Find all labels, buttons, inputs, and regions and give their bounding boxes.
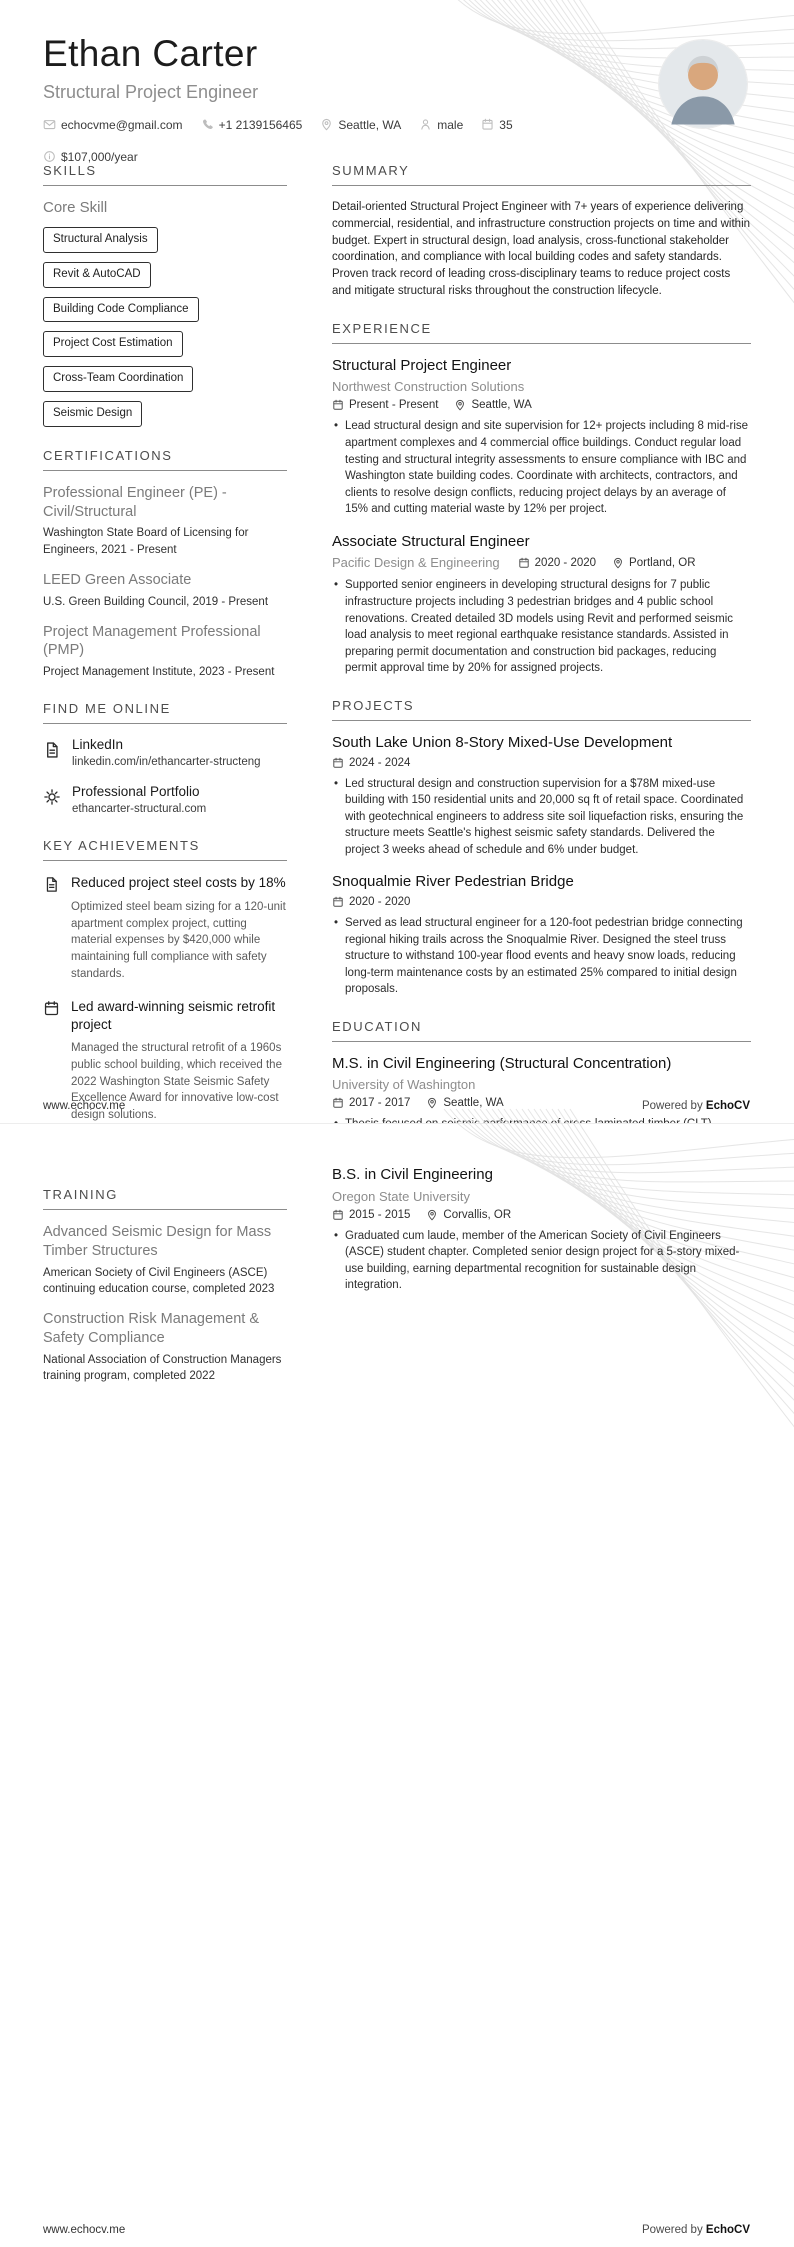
project-dates (332, 757, 410, 769)
calendar-icon (332, 757, 344, 769)
education-degree: M.S. in Civil Engineering (Structural Concentration) (332, 1054, 672, 1072)
calendar-icon (332, 399, 344, 411)
phone-icon (201, 118, 214, 131)
training-name: Advanced Seismic Design for Mass Timber Structures (43, 1224, 272, 1259)
experience-company: Pacific Design & Engineering (332, 555, 500, 571)
experience-dates (332, 399, 438, 411)
project-bullets (332, 915, 751, 998)
certifications-heading: CERTIFICATIONS (43, 448, 287, 471)
skill-tag: Revit & AutoCAD (43, 262, 151, 288)
online-profile-url[interactable]: linkedin.com/in/ethancarter-structeng (72, 756, 261, 769)
skill-tag: Building Code Compliance (43, 297, 199, 323)
profile-photo (659, 40, 747, 128)
education-bullets (332, 1228, 751, 1294)
project-entry (332, 873, 751, 997)
skill-tag: Cross-Team Coordination (43, 366, 193, 392)
achievement-body: Managed the structural retrofit of a 1960s public school building, which received the 2022 Washington State Seismic Safety Excellence Award for innovative low-cost design solutions. (71, 1042, 282, 1122)
online-profile-url[interactable]: ethancarter-structural.com (72, 802, 207, 815)
certification-item (43, 571, 287, 610)
achievement-item (43, 874, 287, 982)
certification-name: Professional Engineer (PE) - Civil/Structural (43, 484, 227, 520)
summary-heading: SUMMARY (332, 163, 751, 186)
education-dates (332, 1209, 410, 1221)
education-degree: B.S. in Civil Engineering (332, 1166, 493, 1183)
training-detail: National Association of Construction Managers training program, completed 2022 (43, 1353, 282, 1382)
training-item (43, 1223, 287, 1297)
key-achievements-heading: KEY ACHIEVEMENTS (43, 838, 287, 861)
project-dates (332, 896, 410, 908)
project-meta (332, 896, 751, 908)
file-icon (43, 741, 61, 759)
experience-job-title: Structural Project Engineer (332, 356, 512, 374)
contact-location-text: Seattle, WA (338, 117, 402, 132)
experience-meta (332, 555, 751, 570)
contact-email[interactable] (43, 118, 183, 132)
location-icon (612, 557, 624, 569)
achievement-title: Led award-winning seismic retrofit project (71, 999, 276, 1032)
experience-company: Northwest Construction Solutions (332, 379, 525, 395)
project-title: South Lake Union 8-Story Mixed-Use Development (332, 733, 673, 751)
education-dates-text: 2017 - 2017 (349, 1097, 411, 1110)
skills-heading: SKILLS (43, 163, 287, 186)
education-meta (332, 1209, 751, 1221)
education-bullet: • Graduated cum laude, member of the American Society of Civil Engineers (ASCE) student chapter. Completed senior design project for a 5-story mixed-use building, earning departmental recognition for sustainable design integration. (332, 1228, 751, 1294)
achievement-body: Optimized steel beam sizing for a 120-unit apartment complex project, cutting material expenses by $420,000 while maintaining full compliance with safety standards. (71, 900, 286, 980)
projects-section (332, 698, 751, 998)
training-item (43, 1310, 287, 1384)
education-heading: EDUCATION (332, 1019, 751, 1042)
experience-job-title: Associate Structural Engineer (332, 532, 530, 550)
contact-salary-text: $107,000/year (61, 149, 138, 164)
training-detail: American Society of Civil Engineers (ASCE) continuing education course, completed 2023 (43, 1266, 275, 1295)
training-heading: TRAINING (43, 1187, 287, 1210)
experience-bullet: • Supported senior engineers in developing structural designs for 7 public infrastructure projects including 3 pedestrian bridges and 4 public school renovations. Created detailed 3D models using Revit and performed seismic load analysis to meet regional earthquake resistance standards. Assisted in preparing permit documentation and construction bid packages, reducing permit approval time by 20% for assigned projects. (332, 577, 751, 676)
online-profile-linkedin (43, 737, 287, 771)
certifications-section (43, 448, 287, 681)
file-icon (43, 876, 60, 893)
experience-dates-text: Present - Present (349, 399, 439, 412)
info-icon (43, 150, 56, 163)
contact-row (43, 118, 603, 164)
footer-powered-by (642, 1100, 750, 1112)
experience-bullets (332, 418, 751, 517)
certification-item (43, 623, 287, 681)
online-profile-label: Professional Portfolio (72, 783, 200, 799)
contact-gender-text: male (437, 117, 464, 132)
project-bullet: • Served as lead structural engineer for a 120-foot pedestrian bridge connecting regional hiking trails across the Snoqualmie River. Designed the steel truss structure to withstand 100-year flood events and heavy snow loads, reducing long-term maintenance costs by an estimated 25% compared to initial design proposals. (332, 915, 751, 998)
education-location-text: Seattle, WA (443, 1097, 504, 1110)
education-location (426, 1209, 511, 1221)
summary-section (332, 163, 751, 300)
project-title: Snoqualmie River Pedestrian Bridge (332, 873, 574, 891)
project-dates-text: 2024 - 2024 (349, 756, 411, 769)
project-bullets (332, 776, 751, 859)
footer-site-link[interactable]: www.echocv.me (43, 1100, 126, 1112)
calendar-icon (518, 557, 530, 569)
location-icon (320, 118, 333, 131)
education-dates-text: 2015 - 2015 (349, 1208, 411, 1221)
skill-tags (43, 227, 287, 427)
avatar (659, 40, 747, 128)
education-school: University of Washington (332, 1077, 476, 1093)
left-column (43, 1187, 287, 1405)
find-me-online-section (43, 701, 287, 817)
gear-icon (43, 788, 61, 806)
online-profile-label: LinkedIn (72, 737, 124, 753)
education-school: Oregon State University (332, 1188, 471, 1204)
online-profile-portfolio (43, 784, 287, 818)
summary-text: Detail-oriented Structural Project Engineer with 7+ years of experience delivering commercial, residential, and infrastructure construction projects on time and within budget. Expert in structural design, load analysis, cross-functional stakeholder coordination, and compliance with local building codes and safety standards. Proven track record of leading cross-disciplinary teams to reduce project costs and mitigate structural risks throughout the construction lifecycle. (332, 201, 751, 297)
skill-tag: Structural Analysis (43, 227, 158, 253)
experience-location (454, 399, 531, 411)
experience-heading: EXPERIENCE (332, 321, 751, 344)
contact-age (481, 118, 512, 132)
education-entry (332, 1166, 751, 1294)
contact-gender (419, 118, 463, 132)
experience-meta (332, 399, 751, 411)
calendar-icon (43, 1000, 60, 1017)
experience-location-text: Seattle, WA (471, 399, 532, 412)
footer-powered-prefix: Powered by (641, 1100, 703, 1112)
experience-entry (332, 533, 751, 677)
left-column (43, 163, 287, 1145)
project-meta (332, 757, 751, 769)
calendar-icon (332, 1209, 344, 1221)
location-icon (454, 399, 466, 411)
training-section (43, 1187, 287, 1384)
experience-entry (332, 357, 751, 518)
right-column (332, 1166, 751, 1309)
skill-tag: Project Cost Estimation (43, 331, 183, 357)
certification-name: Project Management Professional (PMP) (43, 623, 261, 659)
page-footer (43, 2224, 750, 2236)
achievement-title: Reduced project steel costs by 18% (71, 875, 286, 891)
projects-heading: PROJECTS (332, 698, 751, 721)
project-bullet: • Led structural design and construction supervision for a $78M mixed-use building with 150 residential units and 20,000 sq ft of retail space. Coordinated with geotechnical engineers to address site soil liquefaction risks, ensuring the structure meets Seattle's highest seismic safety standards. Delivered the project 3 weeks ahead of schedule and 6% under budget. (332, 776, 751, 859)
calendar-icon (481, 118, 494, 131)
experience-bullet: • Lead structural design and site supervision for 12+ projects including 8 mid-rise apartment complexes and 4 commercial office buildings. Conduct regular load testing and structural integrity assessments to ensure compliance with IBC and Washington state building codes. Coordinate with architects, contractors, and clients to resolve design conflicts, reducing project delays by an average of 15% and cutting material waste by 12% per project. (332, 418, 751, 517)
education-location-text: Corvallis, OR (443, 1208, 512, 1221)
key-achievements-section (43, 838, 287, 1123)
mail-icon (43, 118, 56, 131)
skills-section (43, 163, 287, 427)
right-column (332, 163, 751, 1187)
contact-phone-text: +1 2139156465 (218, 117, 303, 132)
skill-group-label: Core Skill (43, 199, 108, 216)
footer-brand: EchoCV (705, 2224, 750, 2236)
certification-detail: Project Management Institute, 2023 - Present (43, 666, 275, 679)
footer-powered-prefix: Powered by (641, 2224, 703, 2236)
skill-tag: Seismic Design (43, 401, 142, 427)
footer-site-link[interactable]: www.echocv.me (43, 2224, 126, 2236)
page-footer (43, 1100, 750, 1112)
footer-powered-by (642, 2224, 750, 2236)
certification-name: LEED Green Associate (43, 571, 192, 588)
experience-section (332, 321, 751, 677)
location-icon (426, 1209, 438, 1221)
certification-detail: Washington State Board of Licensing for Engineers, 2021 - Present (43, 527, 249, 556)
page-2 (0, 1123, 794, 2247)
contact-phone (201, 118, 303, 132)
footer-brand: EchoCV (705, 1100, 750, 1112)
experience-location-text: Portland, OR (629, 556, 696, 569)
contact-age-text: 35 (499, 117, 513, 132)
person-icon (419, 118, 432, 131)
experience-location (612, 557, 695, 569)
contact-location (320, 118, 401, 132)
person-name: Ethan Carter (43, 33, 258, 74)
project-entry (332, 734, 751, 858)
resume-header (43, 34, 751, 164)
find-me-online-heading: FIND ME ONLINE (43, 701, 287, 724)
training-name: Construction Risk Management & Safety Compliance (43, 1310, 259, 1346)
page-1 (0, 0, 794, 1123)
calendar-icon (332, 896, 344, 908)
experience-dates (518, 557, 596, 569)
certification-item (43, 484, 287, 558)
certification-detail: U.S. Green Building Council, 2019 - Present (43, 595, 269, 608)
contact-salary (43, 150, 138, 164)
contact-email-text: echocvme@gmail.com (61, 117, 183, 132)
person-job-title: Structural Project Engineer (43, 81, 259, 102)
project-dates-text: 2020 - 2020 (349, 895, 411, 908)
experience-bullets (332, 577, 751, 676)
experience-dates-text: 2020 - 2020 (534, 556, 597, 569)
